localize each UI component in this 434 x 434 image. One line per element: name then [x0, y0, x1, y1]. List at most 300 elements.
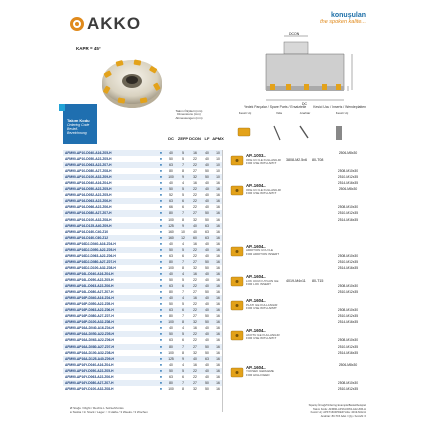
stock-dot-icon: ● — [159, 156, 163, 162]
insert-code: 2510-M12x35 — [337, 290, 359, 295]
zefp-value: 8 — [182, 386, 184, 391]
dcon-value: 16 — [193, 151, 197, 156]
stock-dot-icon: ● — [159, 198, 163, 204]
dc-value: 50 — [169, 368, 173, 373]
panel-tab-icon — [59, 104, 65, 111]
stock-dot-icon: ● — [159, 325, 163, 331]
dcon-value: 27 — [193, 211, 197, 216]
insert-code: 2510-M12x35 — [337, 386, 359, 391]
col-zefp: ZEFP — [177, 136, 189, 141]
dc-value: 100 — [168, 350, 174, 355]
tool-code: AFM90-AP16A-D100-A32-Z08-H — [65, 350, 114, 355]
tool-code: AFM90-AP16DJ-D050-A22-Z05-H — [65, 247, 116, 252]
stock-dot-icon: ● — [159, 150, 163, 156]
lf-value: 40 — [205, 368, 209, 373]
stock-dot-icon: ● — [159, 174, 163, 180]
stock-dot-icon: ● — [159, 252, 163, 258]
slogan-line-2: the spoken kalite... — [320, 19, 366, 25]
zefp-value: 8 — [182, 265, 184, 270]
apmx-value: 16 — [216, 235, 220, 240]
lf-value: 63 — [205, 356, 209, 361]
apmx-value: 16 — [216, 374, 220, 379]
stock-dot-icon: ● — [159, 289, 163, 295]
dc-value: 63 — [169, 284, 173, 289]
insert-code: 2506-M8x30 — [338, 151, 358, 155]
dc-value: 40 — [169, 271, 173, 276]
tool-code: AFM90-AP16-D160-C60-Z12 — [65, 235, 109, 240]
zefp-value: 7 — [182, 380, 184, 385]
dc-value: 80 — [169, 169, 173, 174]
dcon-value: 22 — [193, 163, 197, 168]
lf-value: 40 — [205, 205, 209, 210]
dc-value: 80 — [169, 344, 173, 349]
dcon-value: 27 — [193, 314, 197, 319]
dc-value: 40 — [169, 296, 173, 301]
dcon-value: 27 — [193, 290, 197, 295]
lf-value: 63 — [205, 235, 209, 240]
lf-value: 50 — [205, 217, 209, 222]
zefp-value: 5 — [182, 157, 184, 162]
apmx-value: 16 — [216, 332, 220, 337]
lf-value: 40 — [205, 338, 209, 343]
apmx-value: 16 — [216, 223, 220, 228]
zefp-value: 5 — [182, 332, 184, 337]
dc-value: 66 — [169, 205, 173, 210]
lf-value: 40 — [205, 271, 209, 276]
insert-group-sub1: OKE UC ILE KULLANILIR — [246, 187, 281, 192]
stock-dot-icon: ● — [159, 319, 163, 325]
ordering-example — [309, 404, 366, 418]
dc-value: 40 — [169, 326, 173, 331]
lf-value: 50 — [205, 320, 209, 325]
dcon-value: 22 — [193, 199, 197, 204]
tool-code: AFM90-AP16P-D080-A27-Z07-H — [65, 314, 114, 319]
zefp-value: 4 — [182, 362, 184, 367]
dimensions-header — [156, 110, 222, 120]
dcon-value: 22 — [193, 284, 197, 289]
tool-code: AFM90-AP16-D063-A22-Z06-H — [65, 199, 112, 204]
insert-group-sub2: FOR LOK INSERT — [246, 282, 271, 286]
lf-value: 50 — [205, 386, 209, 391]
apmx-value: 16 — [216, 205, 220, 210]
zefp-value: 6 — [182, 284, 184, 289]
dc-value: 63 — [169, 163, 173, 168]
stock-dot-icon: ● — [159, 210, 163, 216]
stock-dot-icon: ● — [159, 313, 163, 319]
tool-code: AFM90-AP10-D080-A27-Z08-H — [65, 169, 112, 174]
zefp-value: 8 — [182, 320, 184, 325]
dc-value: 50 — [169, 247, 173, 252]
tool-code: AFM90-AP16L-D050-A22-Z05-H — [65, 278, 114, 282]
lf-value: 50 — [205, 350, 209, 355]
zefp-value: 4 — [182, 326, 184, 331]
zefp-value: 7 — [182, 211, 184, 216]
dcon-value: 22 — [193, 338, 197, 343]
header-strip — [244, 104, 366, 109]
dc-value: 50 — [169, 187, 173, 192]
stock-dot-icon: ● — [159, 204, 163, 210]
zefp-value: 4 — [182, 271, 184, 276]
tool-code: AFM90-AP16Y-D040-A16-Z04-H — [65, 362, 114, 367]
zefp-value: 5 — [182, 302, 184, 307]
stock-dot-icon: ● — [159, 355, 163, 361]
insert-icon — [230, 185, 244, 196]
logo-mark-icon — [70, 17, 84, 31]
zefp-value: 6 — [182, 205, 184, 210]
stock-dot-icon: ● — [159, 283, 163, 289]
dc-value: 50 — [169, 157, 173, 162]
apmx-value: 16 — [216, 187, 220, 192]
apmx-value: 16 — [216, 193, 220, 198]
apmx-value: 16 — [216, 320, 220, 325]
stock-dot-icon: ● — [159, 222, 163, 228]
dcon-value: 16 — [193, 271, 197, 276]
dcon-label: DCON — [289, 32, 300, 36]
panel-title: Takım Kodu — [67, 118, 90, 123]
insert-group-sub2: FOR HIGH FEED — [246, 372, 270, 377]
insert-group-sub1: ADDITION UCU ILE — [246, 248, 274, 253]
dc-value: 40 — [169, 241, 173, 246]
apmx-value: 16 — [216, 368, 220, 373]
insert-group-sub1: OKE UC ILE KULLANILIR — [246, 157, 281, 162]
stock-dot-icon: ● — [159, 258, 163, 264]
logo-text: AKKO — [87, 14, 142, 33]
insert-code: 2508-M10x30 — [337, 308, 359, 313]
stock-dot-icon: ● — [159, 331, 163, 337]
zefp-value: 4 — [182, 241, 184, 246]
col-dc: DC — [168, 136, 174, 141]
tool-code: AFM90-AP16-D160-C40-Z10 — [65, 229, 109, 234]
stock-dot-icon: ● — [159, 234, 163, 240]
zefp-value: 8 — [182, 350, 184, 355]
apmx-value: 16 — [216, 229, 220, 234]
dcon-value: 32 — [193, 386, 197, 391]
zefp-value: 4 — [182, 181, 184, 186]
apmx-value: 16 — [216, 350, 220, 355]
dcon-value: 22 — [193, 253, 197, 258]
stock-dot-icon: ● — [159, 385, 163, 391]
insert-icon — [230, 246, 244, 257]
slogan — [320, 12, 366, 26]
insert-code: 2510-M12x35 — [337, 211, 359, 216]
slogan-line-1: konuşulan — [330, 12, 366, 19]
kapr-label: KAPR = 45° — [76, 46, 101, 51]
inserts-label: Kesici Ucu / Inserts / Wendeplatten — [313, 105, 366, 109]
insert-group-name: AP..1604.. — [246, 243, 266, 249]
dc-value: 63 — [169, 338, 173, 343]
panel-subtitle-de: Bestell-Bezeichnung — [67, 127, 87, 135]
zefp-value: 6 — [182, 338, 184, 343]
insert-code: 2508-M10x30 — [337, 205, 359, 210]
apmx-value: 16 — [216, 181, 220, 186]
tool-code: AFM90-AP16L-D063-A22-Z06-H — [65, 284, 114, 289]
lf-value: 40 — [205, 193, 209, 198]
insert-code: 2508-M10x30 — [337, 338, 359, 343]
dc-value: 100 — [168, 265, 174, 270]
lf-value: 63 — [205, 223, 209, 228]
apmx-value: 16 — [216, 326, 220, 331]
dc-value: 40 — [169, 362, 173, 367]
akko-logo — [70, 14, 141, 34]
milling-cutter-illustration — [96, 52, 168, 112]
insert-icon — [230, 155, 244, 166]
apmx-value: 10 — [216, 163, 220, 168]
insert-group-name: AP..1003.. — [246, 153, 266, 158]
dc-value: 50 — [169, 278, 173, 282]
dcon-value: 16 — [193, 326, 197, 331]
lf-value: 50 — [205, 290, 209, 295]
stock-dot-icon: ● — [159, 270, 163, 276]
stock-dot-icon: ● — [159, 373, 163, 379]
stock-dot-icon: ● — [159, 367, 163, 373]
lf-value: 40 — [205, 187, 209, 192]
insert-group-name: AP..1604.. — [246, 274, 266, 279]
dcon-value: 22 — [193, 302, 197, 307]
dc-value: 80 — [169, 380, 173, 385]
zefp-value: 5 — [182, 187, 184, 192]
apmx-value: 16 — [216, 296, 220, 301]
apmx-value: 10 — [216, 151, 220, 156]
dcon-value: 40 — [193, 356, 197, 361]
tool-code: AFM90-AP16A-D080-A27-Z07-H — [65, 344, 114, 349]
col-dcon: DCON — [189, 136, 201, 141]
zefp-value: 12 — [181, 235, 185, 240]
lf-value: 50 — [205, 344, 209, 349]
tool-code: AFM90-AP16-D080-A27-Z07-H — [65, 211, 112, 216]
insert-code: 2514-M16x35 — [337, 350, 359, 355]
tool-code: AFM90-AP16L-D040-A16-Z04-H — [65, 271, 114, 276]
insert-group-sub2: FOR USE WITH APKT — [246, 161, 277, 165]
dc-value: 100 — [168, 175, 174, 180]
lf-value: 40 — [205, 241, 209, 246]
lf-value: 40 — [205, 157, 209, 162]
zefp-value: 6 — [182, 374, 184, 379]
apmx-value: 16 — [216, 217, 220, 222]
tool-code: AFM90-AP16DJ-D063-A22-Z06-H — [65, 253, 116, 258]
dc-value: 125 — [168, 223, 174, 228]
lf-value: 40 — [205, 326, 209, 331]
dc-value: 63 — [169, 374, 173, 379]
zefp-value: 5 — [182, 368, 184, 373]
stock-dot-icon: ● — [159, 301, 163, 307]
dc-value: 50 — [169, 302, 173, 307]
key-code: 80-T08 — [312, 158, 324, 162]
zefp-value: 9 — [182, 175, 184, 180]
stock-dot-icon: ● — [159, 216, 163, 222]
insert-code: 2508-M10x30 — [337, 169, 359, 174]
lf-value: 50 — [205, 265, 209, 270]
dcon-value: 32 — [193, 175, 197, 180]
dc-value: 160 — [168, 229, 174, 234]
dc-value: 40 — [169, 181, 173, 186]
dc-value: 63 — [169, 253, 173, 258]
insert-code: 2514-M16x35 — [337, 265, 359, 270]
table-row — [63, 386, 223, 392]
product-table — [63, 150, 223, 392]
ordering-example-key: Anahtar: 80-T15 Adet / Qty / Anzahl: 6 — [320, 414, 366, 418]
tool-code: AFM90-AP16Y-D063-A22-Z06-H — [65, 374, 114, 379]
stock-dot-icon: ● — [159, 361, 163, 367]
tool-code: AFM90-AP16-D040-A16-Z04-H — [65, 181, 112, 186]
lf-value: 40 — [205, 362, 209, 367]
dc-value: 160 — [168, 235, 174, 240]
insert-code: 2510-M12x35 — [337, 175, 359, 180]
dcon-value: 27 — [193, 380, 197, 385]
dcon-value: 40 — [193, 229, 197, 234]
tool-code: AFM90-AP16Y-D100-A32-Z08-H — [65, 386, 114, 391]
lf-value: 40 — [205, 253, 209, 258]
dcon-value: 27 — [193, 344, 197, 349]
dc-value: 125 — [168, 356, 174, 361]
zefp-value: 4 — [182, 296, 184, 301]
insert-header-icons — [224, 122, 366, 146]
zefp-value: 7 — [182, 290, 184, 295]
insert-icon — [230, 300, 244, 311]
dims-header-en: Dimensions (mm) — [177, 112, 201, 117]
insert-group-sub2: FOR USE WITH APKT — [246, 191, 277, 196]
dims-header-tr: Takım Ölçüleri (mm) — [175, 109, 203, 113]
stock-dot-icon: ● — [159, 379, 163, 385]
tool-code: AFM90-AP16-D050-A22-Z05-H — [65, 187, 112, 192]
apmx-value: 10 — [216, 169, 220, 174]
apmx-value: 16 — [216, 247, 220, 252]
dc-value: 80 — [169, 314, 173, 319]
tool-code: AFM90-AP16P-D100-A32-Z08-H — [65, 320, 114, 325]
lf-value: 40 — [205, 163, 209, 168]
stock-dot-icon: ● — [159, 186, 163, 192]
dcon-value: 22 — [193, 205, 197, 210]
insert-group-name: AP..1604.. — [246, 298, 266, 304]
dcon-value: 16 — [193, 241, 197, 246]
ordering-code-panel — [63, 104, 97, 144]
ordering-example-insert: Kesici Uç: APKT1604PDER Vida: 4019-M4x11 — [310, 411, 366, 415]
insert-code-column — [330, 150, 366, 392]
zefp-value: 5 — [182, 151, 184, 156]
apmx-value: 16 — [216, 386, 220, 391]
legend-line-2: ● Stokta / In Stock / Lager ○ 3 Hafta / 3 Weeks / 3 Wochen — [70, 410, 148, 414]
insert-code: 2510-M12x35 — [337, 259, 359, 264]
insert-code: 2514-M16x35 — [337, 320, 359, 325]
stock-dot-icon: ● — [159, 228, 163, 234]
insert-header-screw: Vida — [276, 111, 282, 115]
lf-value: 50 — [205, 259, 209, 264]
lf-value: 40 — [205, 302, 209, 307]
zefp-value: 9 — [182, 223, 184, 228]
stock-dot-icon: ● — [159, 246, 163, 252]
stock-dot-icon: ● — [159, 307, 163, 313]
stock-dot-icon: ● — [159, 277, 163, 282]
table-divider — [222, 150, 223, 412]
tool-code: AFM90-AP16-D100-A32-Z08-H — [65, 217, 112, 222]
apmx-value: 16 — [216, 259, 220, 264]
key-code: 80-T15 — [312, 279, 324, 283]
insert-code: 2508-M10x30 — [337, 380, 359, 385]
apmx-value: 10 — [216, 157, 220, 162]
dcon-value: 22 — [193, 332, 197, 337]
ordering-example-code: Takım Kodu: AFM90-AP16-D063-A22-Z06-H — [312, 407, 366, 411]
dcon-value: 22 — [193, 368, 197, 373]
apmx-value: 16 — [216, 302, 220, 307]
apmx-value: 16 — [216, 241, 220, 246]
lf-value: 40 — [205, 284, 209, 289]
apmx-value: 16 — [216, 271, 220, 276]
insert-code: 2508-M10x30 — [337, 253, 359, 258]
zefp-value: 7 — [182, 163, 184, 168]
zefp-value: 7 — [182, 344, 184, 349]
stock-dot-icon: ● — [159, 343, 163, 349]
tool-code: AFM90-AP16-D125-A40-Z09-H — [65, 223, 112, 228]
stock-dot-icon: ● — [159, 180, 163, 186]
stock-dot-icon: ● — [159, 168, 163, 174]
apmx-value: 16 — [216, 308, 220, 313]
screw-code: 4019-M4x11 — [286, 279, 306, 283]
apmx-value: 16 — [216, 284, 220, 289]
tool-code: AFM90-AP16A-D125-A40-Z09-H — [65, 356, 114, 361]
dc-value: 63 — [169, 308, 173, 313]
tool-code: AFM90-AP16A-D063-A22-Z06-H — [65, 338, 114, 343]
apmx-value: 16 — [216, 380, 220, 385]
insert-group-sub2: FOR ADDITION INSERT — [246, 251, 280, 256]
lf-value: 50 — [205, 169, 209, 174]
dc-value: 50 — [169, 332, 173, 337]
apmx-value: 16 — [216, 265, 220, 270]
dcon-value: 22 — [193, 187, 197, 192]
dcon-value: 32 — [193, 265, 197, 270]
zefp-value: 8 — [182, 217, 184, 222]
zefp-value: 7 — [182, 259, 184, 264]
dcon-value: 16 — [193, 362, 197, 367]
apmx-value: 16 — [216, 362, 220, 367]
apmx-value: 16 — [216, 338, 220, 343]
insert-group-name: AP..1604.. — [246, 328, 266, 334]
insert-group-sub1: AKOTU ILE KULLANILIR — [246, 333, 280, 338]
zefp-value: 7 — [182, 314, 184, 319]
zefp-value: 10 — [181, 229, 185, 234]
dc-value: 52 — [169, 193, 173, 198]
dcon-value: 27 — [193, 169, 197, 174]
lf-value: 40 — [205, 199, 209, 204]
dcon-value: 40 — [193, 223, 197, 228]
apmx-value: 16 — [216, 253, 220, 258]
stock-dot-icon: ● — [159, 337, 163, 343]
tool-code: AFM90-AP16P-D063-A22-Z06-H — [65, 308, 114, 313]
tool-code: AFM90-AP16DJ-D040-A16-Z04-H — [65, 241, 116, 246]
dc-value: 100 — [168, 320, 174, 325]
zefp-value: 9 — [182, 356, 184, 361]
tool-code: AFM90-AP10-D040-A16-Z05-H — [65, 151, 112, 156]
insert-group-sub2: FOR USE WITH APMT — [246, 306, 277, 311]
apmx-value: 16 — [216, 278, 220, 282]
zefp-value: 5 — [182, 278, 184, 282]
legend-line-1: Ø Stoğu / Right / Rechts L Sol/Left/Links — [70, 406, 124, 410]
zefp-value: 5 — [182, 247, 184, 252]
insert-header-key: Anahtar — [299, 111, 311, 115]
stock-dot-icon: ● — [159, 264, 163, 270]
zefp-value: 6 — [182, 199, 184, 204]
tool-code: AFM90-AP10-D050-A22-Z05-H — [65, 157, 112, 162]
lf-value: 50 — [205, 380, 209, 385]
legend-footer — [70, 406, 148, 414]
lf-value: 40 — [205, 247, 209, 252]
stock-dot-icon: ● — [159, 192, 163, 198]
lf-value: 50 — [205, 211, 209, 216]
technical-drawing — [244, 30, 366, 106]
zefp-value: 6 — [182, 253, 184, 258]
insert-code: 2508-M10x30 — [337, 284, 359, 289]
zefp-value: 8 — [182, 169, 184, 174]
dcon-value: 22 — [193, 193, 197, 198]
stock-dot-icon: ● — [159, 240, 163, 246]
